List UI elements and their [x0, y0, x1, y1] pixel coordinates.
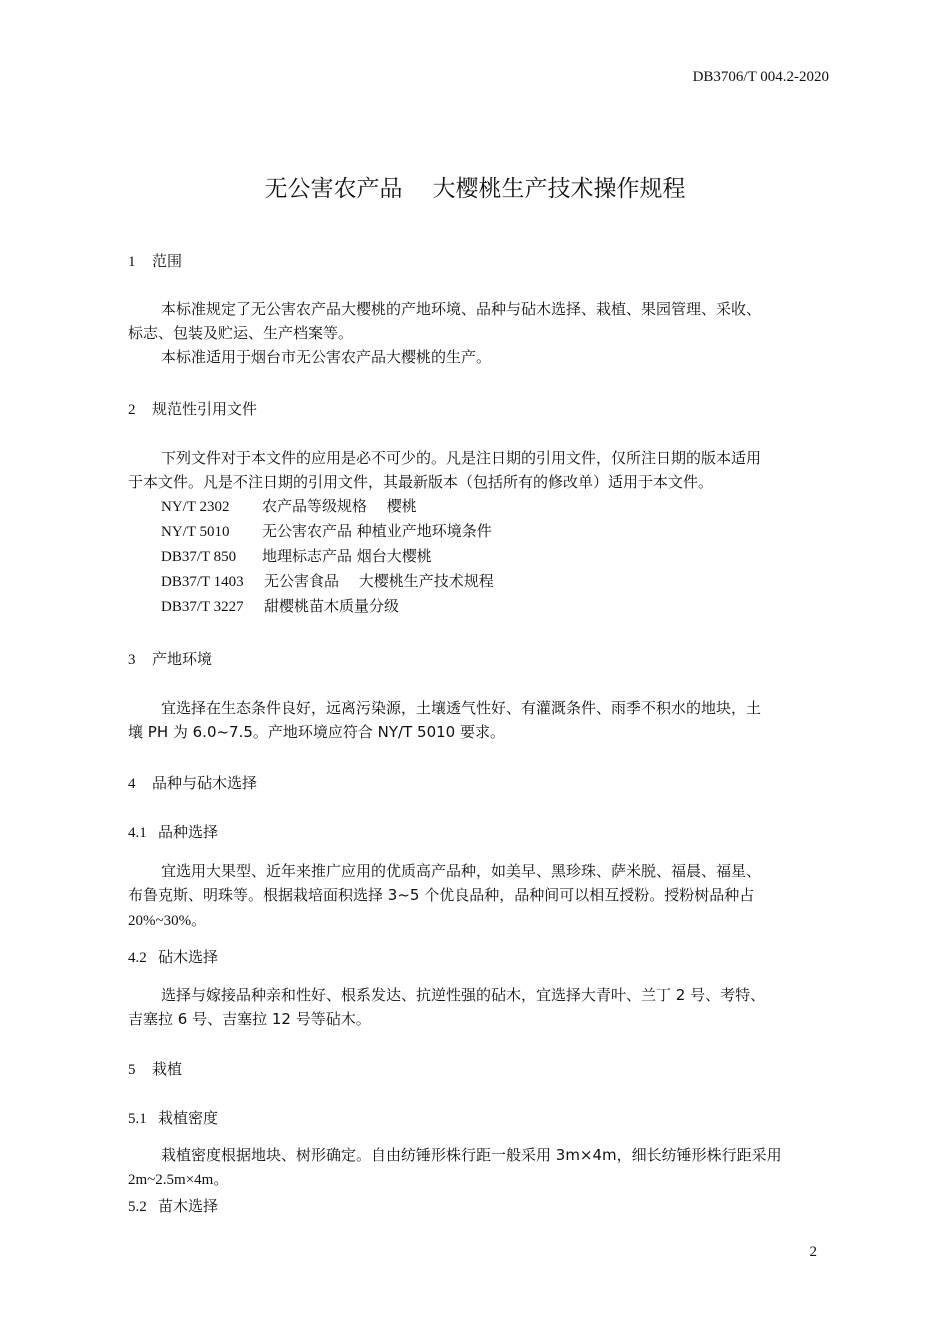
reference-item: NY/T 2302 农产品等级规格 樱桃: [161, 497, 417, 515]
title-part1: 无公害农产品: [264, 176, 403, 202]
s3-p1-line1: 宜选择在生态条件良好，远离污染源，土壤透气性好、有灌溉条件、雨季不积水的地块，土: [161, 699, 762, 717]
s41-line3: 20%~30%。: [128, 913, 207, 929]
section-1-heading: 1 范围: [128, 252, 183, 270]
page-title: [0, 170, 950, 203]
s1-p2: 本标准适用于烟台市无公害农产品大樱桃的生产。: [161, 348, 492, 366]
s41-line2: 布鲁克斯、明珠等。根据栽培面积选择 3~5 个优良品种，品种间可以相互授粉。授粉树品种占: [128, 886, 755, 904]
s1-p1-line1: 本标准规定了无公害农产品大樱桃的产地环境、品种与砧木选择、栽植、果园管理、采收、: [161, 300, 762, 318]
reference-item: NY/T 5010 无公害农产品 种植业产地环境条件: [161, 522, 492, 540]
s2-p1-line1: 下列文件对于本文件的应用是必不可少的。凡是注日期的引用文件，仅所注日期的版本适用: [161, 449, 762, 467]
s3-p1-line2: 壤 PH 为 6.0~7.5。产地环境应符合 NY/T 5010 要求。: [128, 723, 505, 741]
section-2-heading: 2 规范性引用文件: [128, 400, 258, 418]
title-part2: 大樱桃生产技术操作规程: [432, 176, 686, 202]
section-4-1-heading: 4.1 品种选择: [128, 823, 219, 841]
s51-line2: 2m~2.5m×4m。: [128, 1172, 229, 1188]
reference-item: DB37/T 1403 无公害食品 大樱桃生产技术规程: [161, 572, 494, 590]
section-3-heading: 3 产地环境: [128, 650, 213, 668]
section-5-2-heading: 5.2 苗木选择: [128, 1197, 219, 1215]
page-number: 2: [809, 1244, 817, 1260]
s42-line2: 吉塞拉 6 号、吉塞拉 12 号等砧木。: [128, 1010, 371, 1028]
section-5-1-heading: 5.1 栽植密度: [128, 1109, 219, 1127]
section-4-heading: 4 品种与砧木选择: [128, 774, 258, 792]
section-4-2-heading: 4.2 砧木选择: [128, 948, 219, 966]
s42-line1: 选择与嫁接品种亲和性好、根系发达、抗逆性强的砧木，宜选择大青叶、兰丁 2 号、考特、: [161, 986, 766, 1004]
reference-item: DB37/T 850 地理标志产品 烟台大樱桃: [161, 547, 432, 565]
reference-item: DB37/T 3227 甜樱桃苗木质量分级: [161, 597, 400, 615]
s1-p1-line2: 标志、包装及贮运、生产档案等。: [128, 324, 354, 342]
s41-line1: 宜选用大果型、近年来推广应用的优质高产品种，如美早、黑珍珠、萨米脱、福晨、福星、: [161, 862, 762, 880]
s2-p1-line2: 于本文件。凡是不注日期的引用文件，其最新版本（包括所有的修改单）适用于本文件。: [128, 473, 714, 491]
doc-code: DB3706/T 004.2-2020: [692, 69, 829, 85]
s51-line1: 栽植密度根据地块、树形确定。自由纺锤形株行距一般采用 3m×4m，细长纺锤形株行距采用: [161, 1146, 782, 1164]
section-5-heading: 5 栽植: [128, 1060, 183, 1078]
